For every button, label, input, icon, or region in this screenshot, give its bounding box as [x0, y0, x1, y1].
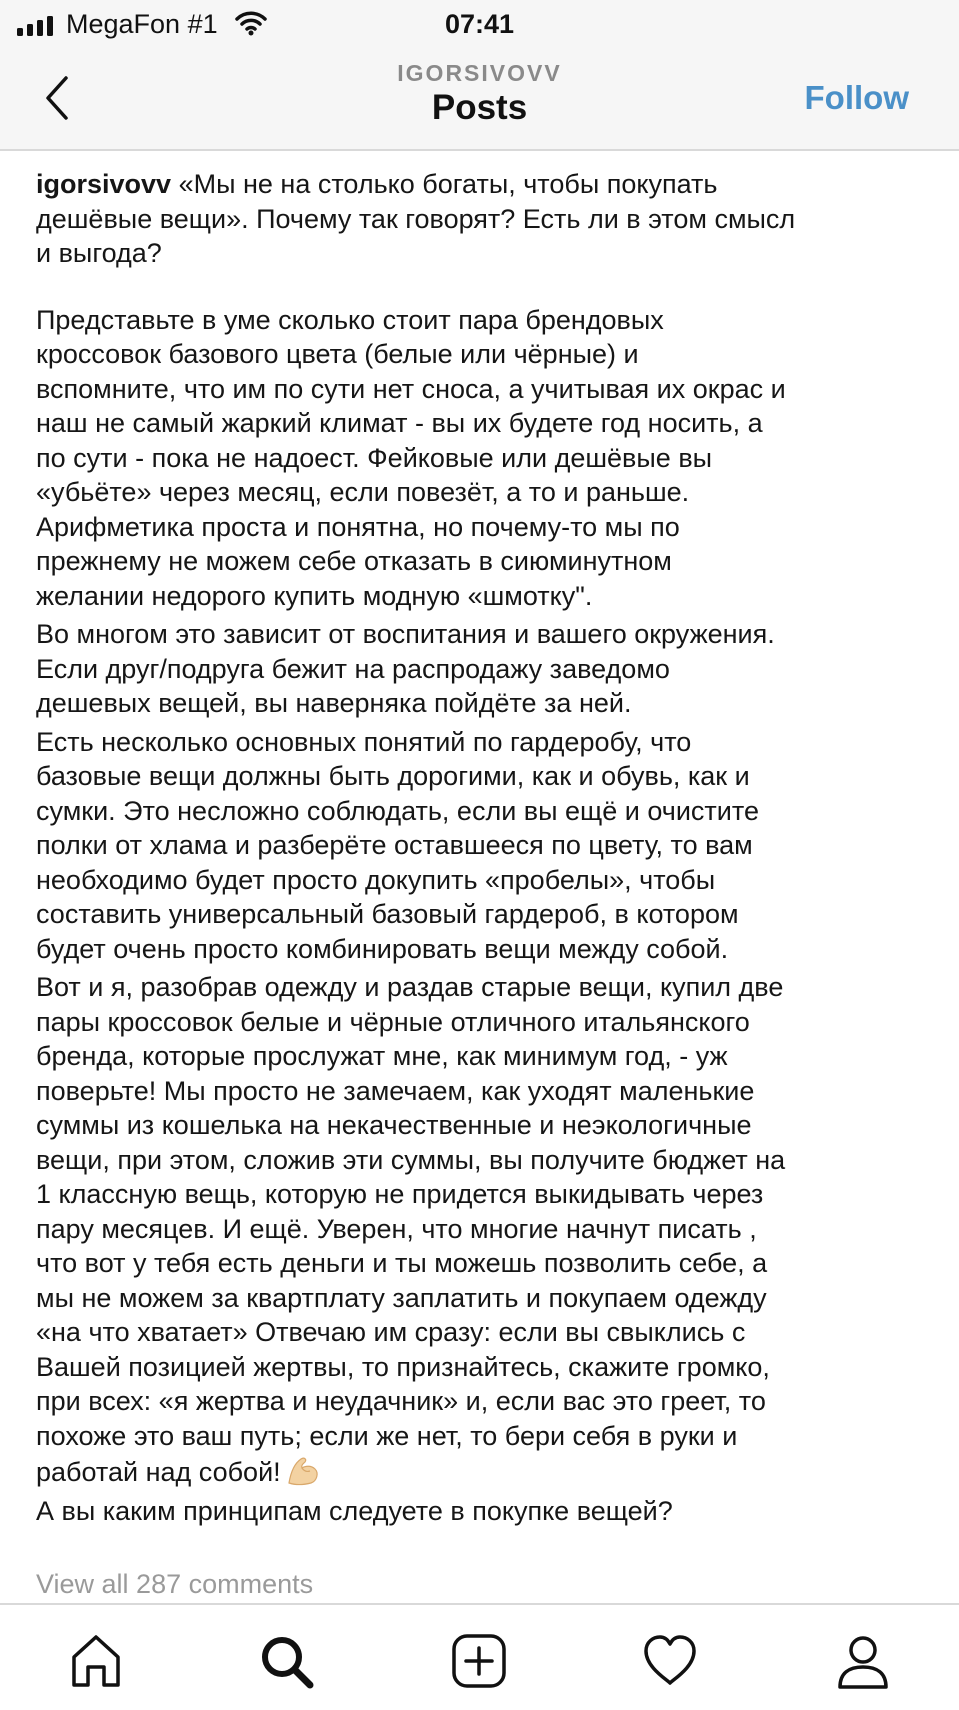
caption-line: кроссовок базового цвета (белые или чёрные) и: [36, 339, 639, 369]
caption-line: базовые вещи должны быть дорогими, как и обувь, как и: [36, 761, 750, 791]
caption-line: дешёвые вещи». Почему так говорят? Есть ли в этом смысл: [36, 203, 796, 234]
new-post-icon: [449, 1631, 509, 1691]
tab-search[interactable]: [256, 1631, 316, 1691]
caption-line: полки от хлама и разберёте оставшееся по цвету, то вам: [36, 830, 753, 860]
status-bar: [0, 0, 959, 50]
caption-line: Во многом это зависит от воспитания и вашего окружения.: [36, 619, 775, 649]
caption-line: работай над собой!: [36, 1453, 946, 1490]
caption-line: необходимо будет просто докупить «пробелы», чтобы: [36, 864, 716, 895]
caption-line: А вы каким принципам следуете в покупке вещей?: [36, 1495, 673, 1526]
post-caption: [36, 167, 946, 1528]
caption-line: igorsivovv «Мы не на столько богаты, чтобы покупать: [36, 169, 718, 199]
tab-home[interactable]: [66, 1631, 126, 1691]
caption-line: мы не можем за квартплату заплатить и покупаем одежду: [36, 1282, 767, 1313]
caption-line: Есть несколько основных понятий по гардеробу, что: [36, 726, 692, 757]
caption-line: наш не самый жаркий климат - вы их будете год носить, а: [36, 408, 763, 438]
caption-line: Вашей позицией жертвы, то признайтесь, скажите громко,: [36, 1351, 770, 1382]
header-username: IGORSIVOVV: [397, 60, 562, 86]
caption-line: вспомните, что им по сути нет сноса, а учитывая их окрас и: [36, 373, 786, 404]
caption-line: поверьте! Мы просто не замечаем, как уходят маленькие: [36, 1075, 755, 1106]
caption-line: пары кроссовок белые и чёрные отличного итальянского: [36, 1006, 750, 1037]
caption-line: что вот у тебя есть деньги и ты можешь позволить себе, а: [36, 1248, 768, 1278]
caption-line: «на что хватает» Отвечаю им сразу: если вы свыклись с: [36, 1317, 746, 1347]
bottom-tab-bar: [0, 1603, 959, 1710]
navigation-header: [0, 50, 959, 151]
follow-button[interactable]: Follow: [804, 79, 909, 116]
home-icon: [66, 1631, 126, 1691]
caption-line: похоже это ваш путь; если же нет, то бери себя в руки и: [36, 1420, 738, 1451]
search-icon: [256, 1631, 316, 1691]
caption-line: вещи, при этом, сложив эти суммы, вы получите бюджет на: [36, 1144, 786, 1175]
view-all-comments-link[interactable]: View all 287 comments: [36, 1569, 314, 1599]
caption-line: желании недорого купить модную «шмотку".: [36, 580, 593, 611]
caption-line: 1 классную вещь, которую не придется выкидывать через: [36, 1179, 764, 1209]
tab-activity[interactable]: [640, 1631, 700, 1691]
tab-new-post[interactable]: [449, 1631, 509, 1691]
caption-line: пару месяцев. И ещё. Уверен, что многие начнут писать ,: [36, 1213, 757, 1244]
caption-line: сумки. Это несложно соблюдать, если вы ещё и очистите: [36, 795, 759, 826]
status-time: 07:41: [444, 9, 515, 39]
activity-heart-icon: [640, 1631, 700, 1691]
caption-line: «убьёте» через месяц, если повезёт, а то и раньше.: [36, 477, 690, 507]
flexed-biceps-icon: [285, 1453, 321, 1487]
caption-line: бренда, которые прослужат мне, как минимум год, - уж: [36, 1041, 728, 1071]
caption-line: Если друг/подруга бежит на распродажу заведомо: [36, 653, 670, 684]
caption-line: и выгода?: [36, 238, 162, 268]
caption-line: Арифметика проста и понятна, но почему-то мы по: [36, 511, 680, 542]
carrier-name: MegaFon #1: [66, 9, 218, 39]
caption-line: Представьте в уме сколько стоит пара брендовых: [36, 304, 664, 335]
page-title: Posts: [431, 88, 528, 127]
caption-line: Вот и я, разобрав одежду и раздав старые вещи, купил две: [36, 972, 784, 1002]
caption-line: прежнему не можем себе отказать в сиюминутном: [36, 546, 672, 576]
caption-line: суммы из кошелька на некачественные и неэкологичные: [36, 1110, 752, 1140]
caption-username[interactable]: igorsivovv: [36, 169, 172, 199]
caption-line: по сути - пока не надоест. Фейковые или дешёвые вы: [36, 442, 713, 473]
caption-line: при всех: «я жертва и неудачник» и, если вас это греет, то: [36, 1386, 766, 1416]
profile-icon: [833, 1631, 893, 1691]
tab-profile[interactable]: [833, 1631, 893, 1691]
caption-line: дешевых вещей, вы наверняка пойдёте за ней.: [36, 688, 632, 718]
caption-line: составить универсальный базовый гардероб, в котором: [36, 899, 739, 929]
caption-line: будет очень просто комбинировать вещи между собой.: [36, 933, 729, 964]
